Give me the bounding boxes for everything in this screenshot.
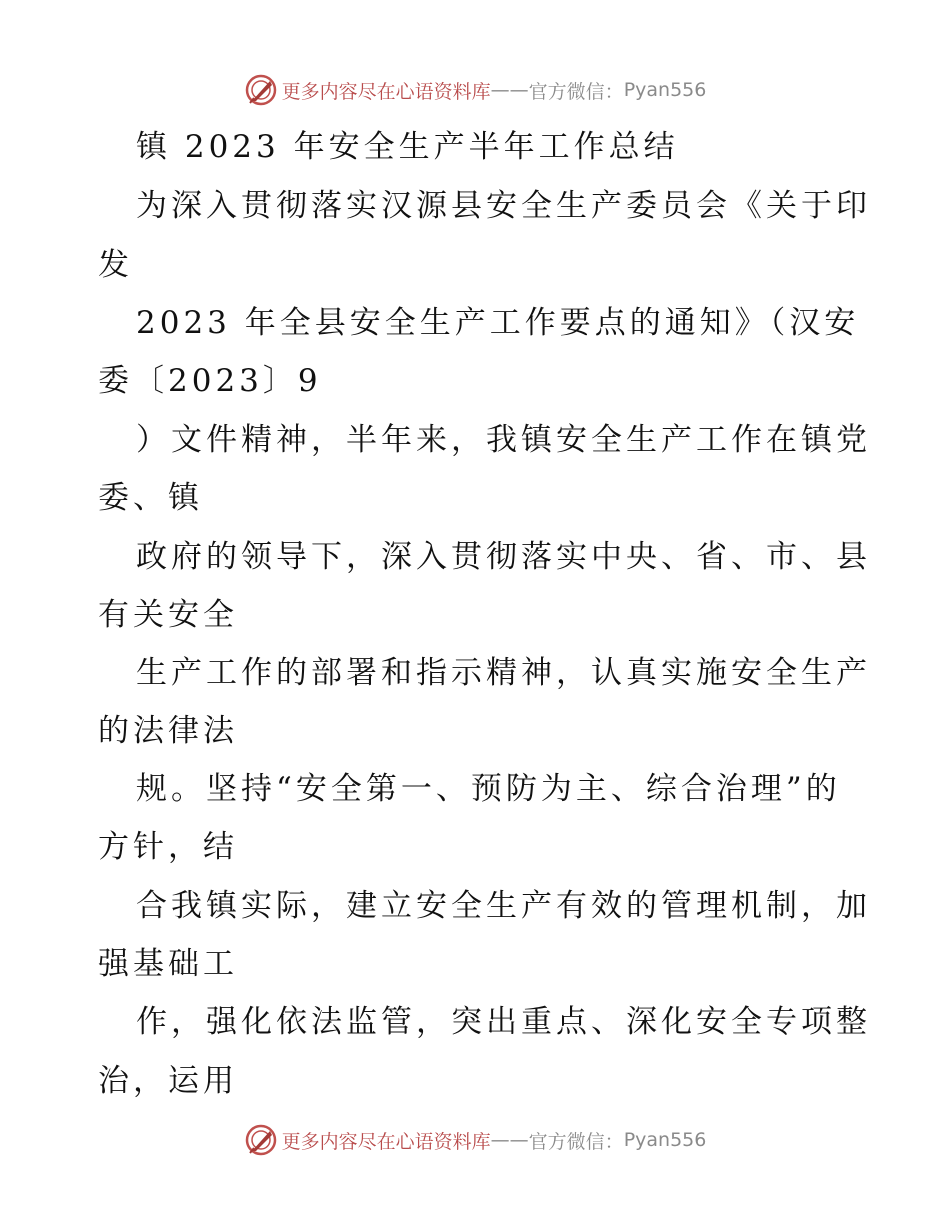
body-line: 的法律法 — [98, 713, 238, 749]
quill-logo-icon — [244, 1123, 278, 1157]
watermark-wechat-label: 官方微信： — [528, 1130, 624, 1153]
body-line: 作，强化依法监管，突出重点、深化安全专项整 — [136, 1004, 871, 1040]
watermark-main-text: 更多内容尽在心语资料库 — [281, 1130, 491, 1153]
watermark-dash: —— — [490, 79, 529, 101]
watermark-banner-bottom — [0, 1120, 950, 1160]
watermark-dash: —— — [490, 1129, 529, 1151]
body-line: 方针，结 — [98, 829, 238, 865]
body-line: 合我镇实际，建立安全生产有效的管理机制，加 — [136, 888, 871, 924]
document-title: 镇 2023 年安全生产半年工作总结 — [136, 129, 679, 165]
body-line: 委〔2023〕9 — [98, 363, 322, 399]
watermark-wechat-label: 官方微信： — [528, 80, 624, 103]
body-line: ）文件精神，半年来，我镇安全生产工作在镇党 — [136, 422, 871, 458]
body-line: 为深入贯彻落实汉源县安全生产委员会《关于印 — [136, 188, 871, 224]
body-line: 2023 年全县安全生产工作要点的通知》（汉安 — [136, 305, 860, 341]
body-line: 发 — [98, 247, 133, 283]
body-line: 政府的领导下，深入贯彻落实中央、省、市、县 — [136, 539, 871, 575]
watermark-banner-top — [0, 70, 950, 110]
watermark-wechat-id: Pyan556 — [623, 1129, 707, 1151]
body-line: 委、镇 — [98, 480, 203, 516]
body-line: 生产工作的部署和指示精神，认真实施安全生产 — [136, 655, 871, 691]
quill-logo-icon — [244, 73, 278, 107]
watermark-wechat-id: Pyan556 — [623, 79, 707, 101]
body-line: 治，运用 — [98, 1063, 238, 1099]
body-line: 强基础工 — [98, 946, 238, 982]
body-line: 规。坚持“安全第一、预防为主、综合治理”的 — [136, 771, 841, 807]
watermark-main-text: 更多内容尽在心语资料库 — [281, 80, 491, 103]
body-line: 有关安全 — [98, 597, 238, 633]
